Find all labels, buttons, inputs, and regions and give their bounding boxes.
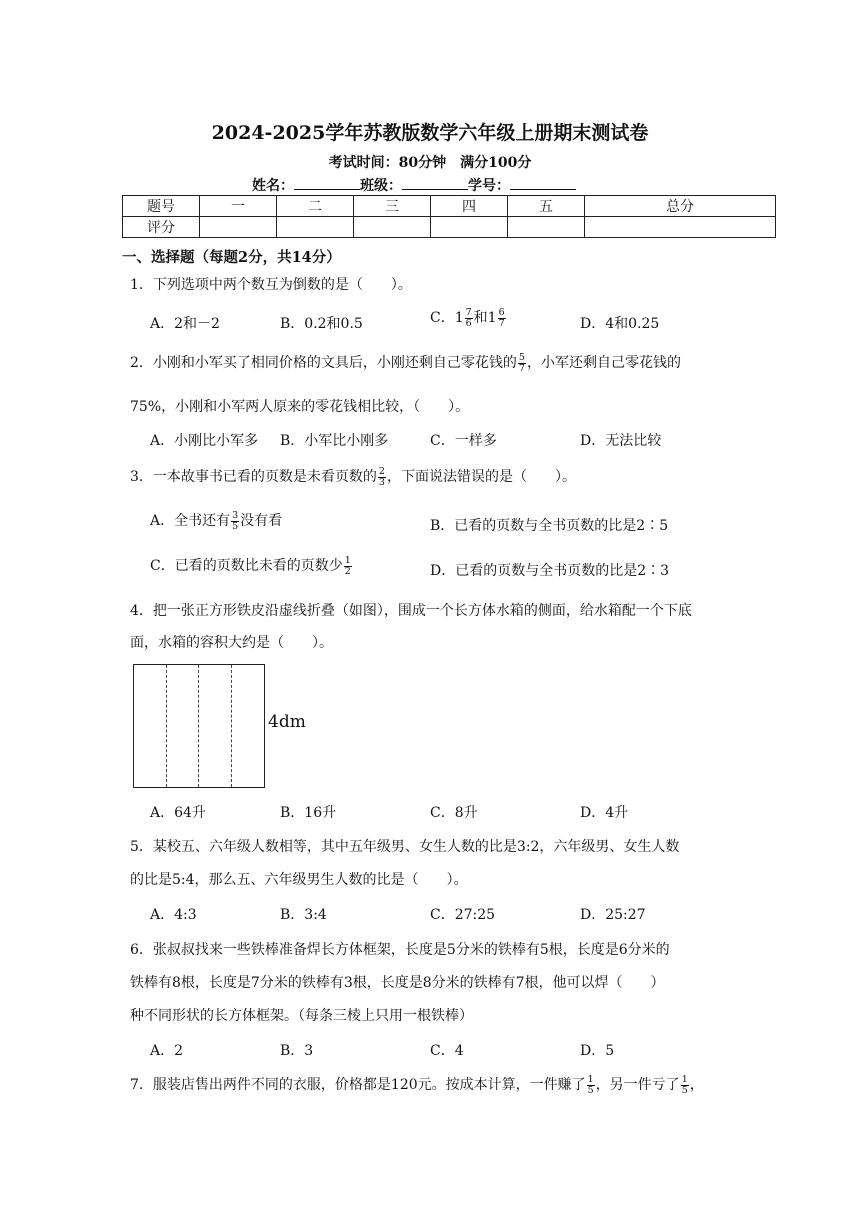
frac-num: 7 [465, 306, 472, 318]
frac-den: 7 [518, 362, 525, 374]
fold-line [166, 665, 167, 787]
frac-num: 2 [378, 465, 385, 477]
q3-text: ，下面说法错误的是（ ）。 [386, 469, 576, 485]
q7-text: ， [689, 1077, 704, 1093]
class-blank[interactable] [402, 175, 468, 190]
score-cell: 四 [431, 196, 508, 217]
q2-option-b[interactable]: B．小军比小刚多 [280, 433, 389, 449]
score-input-cell[interactable] [585, 217, 776, 238]
q7-stem [130, 1074, 704, 1096]
name-blank[interactable] [294, 175, 360, 190]
fraction [681, 1075, 689, 1096]
fraction [587, 1075, 595, 1096]
frac-den: 2 [344, 565, 351, 577]
fold-line [198, 665, 199, 787]
fraction [231, 511, 239, 532]
fraction [344, 556, 352, 577]
q1-stem: 1．下列选项中两个数互为倒数的是（ ）。 [130, 277, 412, 293]
score-input-cell[interactable] [431, 217, 508, 238]
q3-option-a[interactable] [150, 510, 282, 532]
folded-sheet-figure [133, 664, 265, 788]
q4-option-c[interactable]: C．8升 [430, 805, 478, 821]
score-cell: 题号 [123, 196, 200, 217]
q2-stem-line2: 75%，小刚和小军两人原来的零花钱相比较，（ ）。 [130, 399, 470, 415]
score-input-cell[interactable] [354, 217, 431, 238]
q1-option-d[interactable]: D．4和0.25 [580, 316, 660, 332]
q2-option-c[interactable]: C．一样多 [430, 433, 497, 449]
fraction [498, 308, 506, 329]
score-input-cell[interactable] [200, 217, 277, 238]
q3-option-d[interactable]: D．已看的页数与全书页数的比是2∶3 [430, 563, 670, 579]
q3-option-b[interactable]: B．已看的页数与全书页数的比是2∶5 [430, 518, 669, 534]
q1-option-a[interactable]: A．2和－2 [150, 316, 220, 332]
score-table-score-row [123, 217, 776, 238]
fraction [465, 308, 473, 329]
fold-line [231, 665, 232, 787]
q5-option-b[interactable]: B．3:4 [280, 907, 327, 923]
score-input-cell[interactable] [277, 217, 354, 238]
q6-option-c[interactable]: C．4 [430, 1043, 464, 1059]
fraction [378, 467, 386, 488]
score-table-header-row [123, 196, 776, 217]
q4-option-a[interactable]: A．64升 [150, 805, 206, 821]
q6-stem-line2: 铁棒有8根，长度是7分米的铁棒有3根，长度是8分米的铁棒有7根，他可以焊（ ） [130, 975, 665, 991]
q6-option-d[interactable]: D．5 [580, 1043, 615, 1059]
q2-text: 2．小刚和小军买了相同价格的文具后，小刚还剩自己零花钱的 [130, 355, 517, 371]
score-cell: 总分 [585, 196, 776, 217]
q1-option-b[interactable]: B．0.2和0.5 [280, 316, 363, 332]
q4-option-b[interactable]: B．16升 [280, 805, 337, 821]
frac-den: 5 [587, 1084, 594, 1096]
q3-a-text: 没有看 [240, 513, 283, 529]
q3-c-text: C．已看的页数比未看的页数少 [150, 558, 343, 574]
q4-stem-line2: 面，水箱的容积大约是（ ）。 [130, 635, 333, 651]
frac-num: 1 [344, 554, 351, 566]
q5-stem-line2: 的比是5:4，那么五、六年级男生人数的比是（ ）。 [130, 872, 468, 888]
q1-c-mid: 和1 [473, 310, 497, 326]
exam-meta: 考试时间：80分钟 满分100分 [328, 155, 532, 171]
frac-den: 6 [465, 317, 472, 329]
frac-num: 1 [587, 1073, 594, 1085]
score-cell: 评分 [123, 217, 200, 238]
q1-c-prefix: C．1 [430, 310, 464, 326]
section-title: 一、选择题（每题2分，共14分） [122, 249, 341, 266]
q2-text: ，小军还剩自己零花钱的 [526, 355, 681, 371]
q3-a-text: A．全书还有 [150, 513, 231, 529]
q2-option-d[interactable]: D．无法比较 [580, 433, 662, 449]
score-cell: 二 [277, 196, 354, 217]
fraction [518, 353, 526, 374]
q4-option-d[interactable]: D．4升 [580, 805, 629, 821]
q5-option-a[interactable]: A．4:3 [150, 907, 197, 923]
q6-option-b[interactable]: B．3 [280, 1043, 314, 1059]
score-cell: 五 [508, 196, 585, 217]
q4-stem-line1: 4．把一张正方形铁皮沿虚线折叠（如图），围成一个长方体水箱的侧面，给水箱配一个下底 [130, 603, 692, 619]
figure-dimension-label: 4dm [268, 712, 306, 732]
q3-text: 3．一本故事书已看的页数是未看页数的 [130, 469, 377, 485]
q2-stem-line1 [130, 352, 681, 374]
frac-num: 5 [518, 351, 525, 363]
frac-num: 1 [681, 1073, 688, 1085]
q1-option-c[interactable] [430, 307, 507, 329]
page-title: 2024-2025学年苏教版数学六年级上册期末测试卷 [211, 122, 649, 144]
frac-den: 5 [681, 1084, 688, 1096]
frac-num: 3 [232, 509, 239, 521]
q6-stem-line3: 种不同形状的长方体框架。（每条三棱上只用一根铁棒） [130, 1008, 473, 1024]
q5-option-c[interactable]: C．27:25 [430, 907, 496, 923]
q7-text: 7．服装店售出两件不同的衣服，价格都是120元。按成本计算，一件赚了 [130, 1077, 586, 1093]
q3-stem [130, 466, 576, 488]
score-input-cell[interactable] [508, 217, 585, 238]
q3-option-c[interactable] [150, 555, 353, 577]
q5-option-d[interactable]: D．25:27 [580, 907, 646, 923]
id-blank[interactable] [510, 175, 576, 190]
q2-option-a[interactable]: A．小刚比小军多 [150, 433, 259, 449]
id-label: 学号： [468, 178, 510, 194]
q6-option-a[interactable]: A．2 [150, 1043, 184, 1059]
frac-num: 6 [498, 306, 505, 318]
q6-stem-line1: 6．张叔叔找来一些铁棒准备焊长方体框架，长度是5分米的铁棒有5根，长度是6分米的 [130, 942, 670, 958]
frac-den: 3 [378, 476, 385, 488]
class-label: 班级： [360, 178, 402, 194]
score-table [122, 195, 776, 238]
score-cell: 一 [200, 196, 277, 217]
frac-den: 5 [232, 520, 239, 532]
score-cell: 三 [354, 196, 431, 217]
frac-den: 7 [498, 317, 505, 329]
q5-stem-line1: 5．某校五、六年级人数相等，其中五年级男、女生人数的比是3:2，六年级男、女生人数 [130, 839, 680, 855]
student-info-line [252, 175, 576, 195]
q7-text: ，另一件亏了 [595, 1077, 680, 1093]
name-label: 姓名： [252, 178, 294, 194]
